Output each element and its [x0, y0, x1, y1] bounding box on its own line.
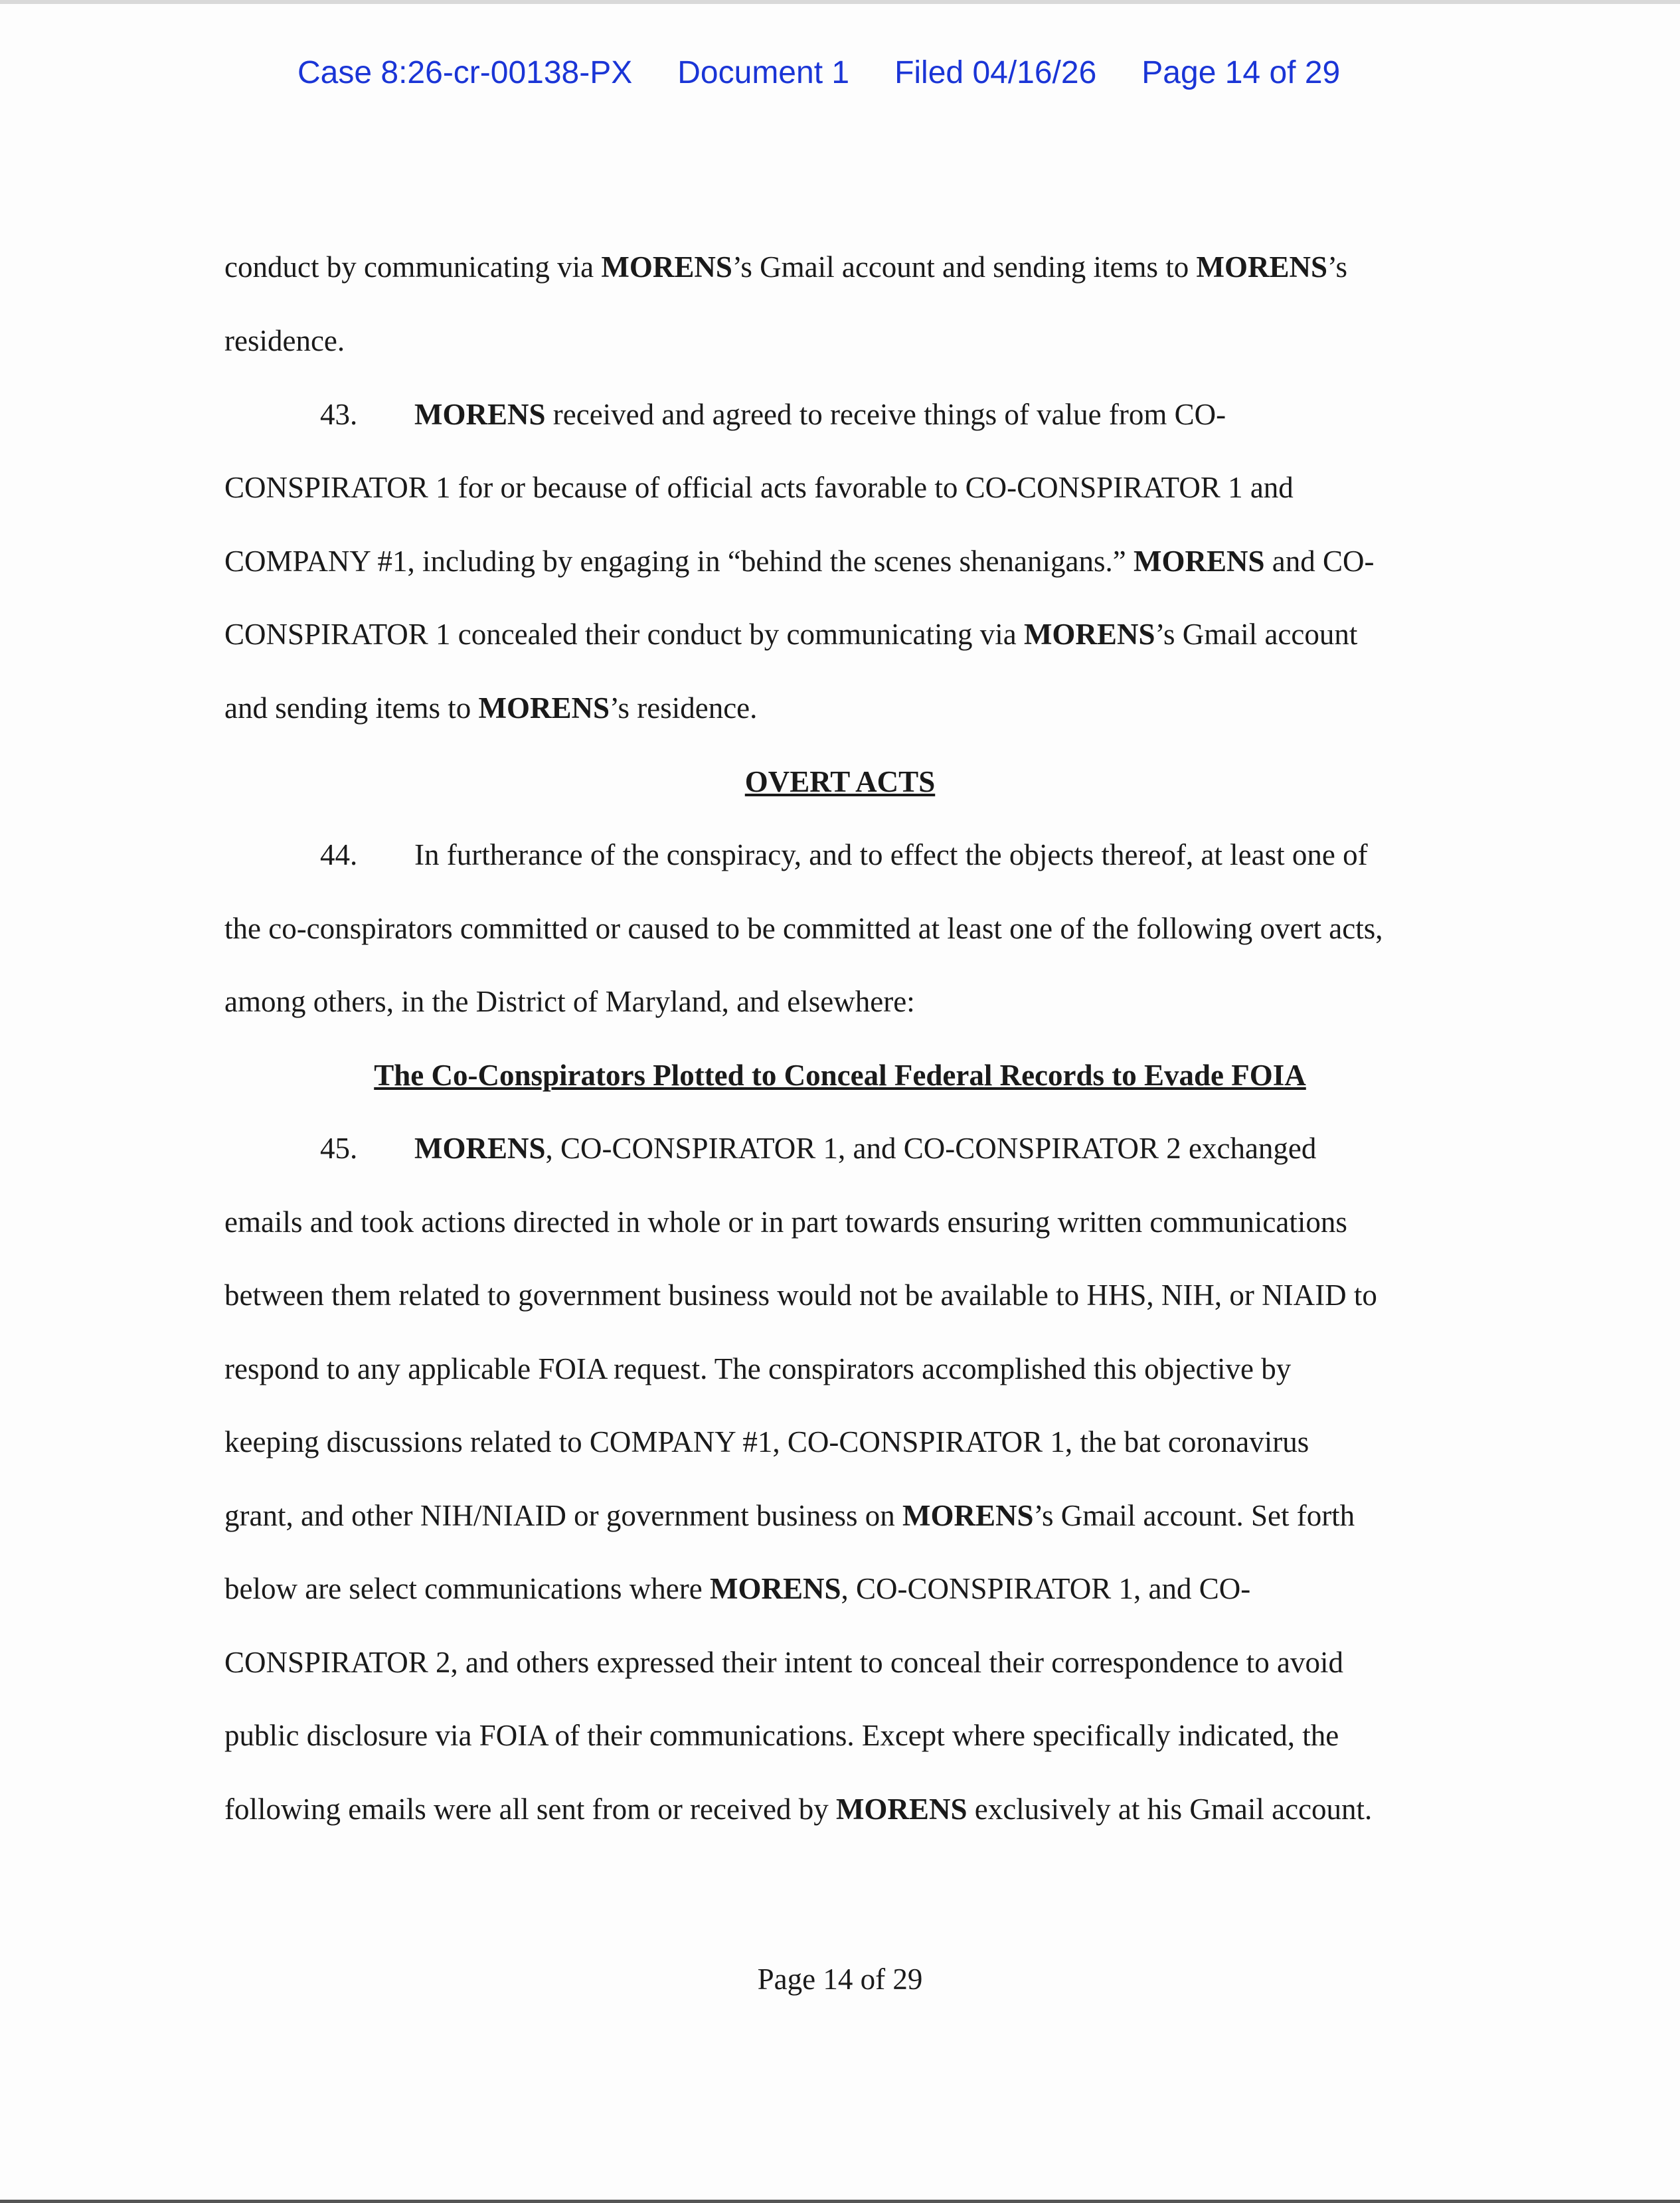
header-page-number: Page 14 of 29 [1141, 55, 1341, 90]
document-number: Document 1 [677, 55, 850, 90]
para43-line-1: 43. MORENS received and agreed to receive things of value from CO- [320, 395, 1226, 434]
para45-line-4: respond to any applicable FOIA request. The conspirators accomplished this objective by [224, 1352, 1292, 1385]
para45-line-3: between them related to government business would not be available to HHS, NIH, or NIAID to [224, 1278, 1377, 1312]
para44-line-2: the co-conspirators committed or caused to be committed at least one of the following overt acts, [224, 912, 1383, 945]
para43-line-5: and sending items to MORENS’s residence. [224, 691, 758, 725]
continuation-line-1: conduct by communicating via MORENS’s Gmail account and sending items to MORENS’s [224, 250, 1348, 284]
para45-line-1: 45. MORENS, CO-CONSPIRATOR 1, and CO-CONSPIRATOR 2 exchanged [320, 1128, 1316, 1168]
para45-number: 45. [320, 1132, 358, 1165]
para45-line-10: following emails were all sent from or received by MORENS exclusively at his Gmail account. [224, 1793, 1373, 1826]
para43-number: 43. [320, 398, 358, 431]
para45-line-2: emails and took actions directed in whole or in part towards ensuring written communications [224, 1205, 1347, 1239]
continuation-line-2: residence. [224, 324, 345, 357]
para43-line-3: COMPANY #1, including by engaging in “behind the scenes shenanigans.” MORENS and CO- [224, 545, 1375, 578]
para45-line-6: grant, and other NIH/NIAID or government business on MORENS’s Gmail account. Set forth [224, 1499, 1355, 1532]
filed-date: Filed 04/16/26 [894, 55, 1097, 90]
para45-line-7: below are select communications where MORENS, CO-CONSPIRATOR 1, and CO- [224, 1572, 1251, 1605]
para44-line-1: 44. In furtherance of the conspiracy, and to effect the objects thereof, at least one of [320, 835, 1368, 875]
page-bottom-edge [0, 2200, 1680, 2203]
section-heading-overt-acts: OVERT ACTS [744, 765, 936, 798]
case-header [297, 52, 1340, 94]
para44-number: 44. [320, 838, 358, 871]
para45-line-5: keeping discussions related to COMPANY #1, CO-CONSPIRATOR 1, the bat coronavirus [224, 1425, 1309, 1458]
case-number: Case 8:26-cr-00138-PX [297, 55, 633, 90]
para43-line-2: CONSPIRATOR 1 for or because of official acts favorable to CO-CONSPIRATOR 1 and [224, 471, 1294, 504]
para43-line-4: CONSPIRATOR 1 concealed their conduct by communicating via MORENS’s Gmail account [224, 618, 1358, 651]
subheading-conceal-records: The Co-Conspirators Plotted to Conceal Federal Records to Evade FOIA [374, 1059, 1306, 1092]
footer-page-number: Page 14 of 29 [757, 1963, 923, 1996]
page-top-edge [0, 0, 1680, 4]
para45-line-8: CONSPIRATOR 2, and others expressed their intent to conceal their correspondence to avoid [224, 1646, 1344, 1679]
para45-line-9: public disclosure via FOIA of their communications. Except where specifically indicated, the [224, 1719, 1339, 1752]
para44-line-3: among others, in the District of Maryland, and elsewhere: [224, 985, 915, 1018]
